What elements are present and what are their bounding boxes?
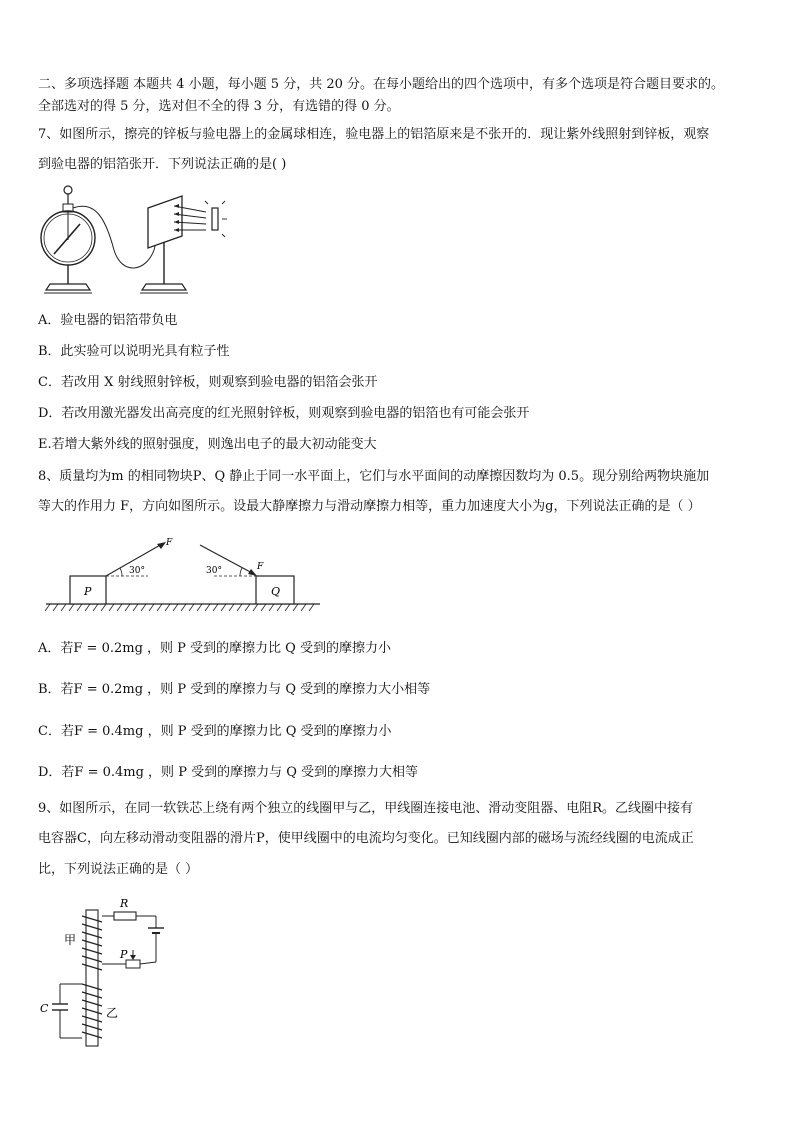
q7-option-a: A．验电器的铝箔带负电 <box>38 313 178 328</box>
q7-electroscope-figure <box>36 180 246 302</box>
section-instruction-line1: 二、多项选择题 本题共 4 小题，每小题 5 分，共 20 分。在每小题给出的四个选项中，有多个选项是符合题目要求的。 <box>38 77 725 92</box>
capacitor-label: C <box>40 1002 49 1015</box>
coil-yi-label: 乙 <box>106 1006 119 1020</box>
q7-stem-line2: 到验电器的铝箔张开．下列说法正确的是( ) <box>38 157 287 172</box>
coil-jia-label: 甲 <box>64 933 77 947</box>
force-q-label: F <box>257 562 264 572</box>
q8-blocks-figure <box>44 532 324 614</box>
angle-p-label: 30° <box>129 566 145 576</box>
q8-option-d: D．若F = 0.4mg ，则 P 受到的摩擦力与 Q 受到的摩擦力大相等 <box>38 765 418 780</box>
q7-stem-line1: 7、如图所示，擦亮的锌板与验电器上的金属球相连，验电器上的铝箔原来是不张开的．现让紫外线照射到锌板，观察 <box>38 127 710 142</box>
resistor-label: R <box>120 897 129 910</box>
slider-label: P <box>120 948 128 961</box>
q9-stem-line1: 9、如图所示，在同一软铁芯上绕有两个独立的线圈甲与乙，甲线圈连接电池、滑动变阻器、电阻R。乙线圈中接有 <box>38 801 694 816</box>
block-p-label: P <box>84 585 92 598</box>
q7-option-e: E.若增大紫外线的照射强度，则逸出电子的最大初动能变大 <box>38 437 377 452</box>
block-q-label: Q <box>271 585 281 598</box>
q9-stem-line2: 电容器C，向左移动滑动变阻器的滑片P，使甲线圈中的电流均匀变化。已知线圈内部的磁场与流经线圈的电流成正 <box>38 831 694 846</box>
q7-option-c: C．若改用 X 射线照射锌板，则观察到验电器的铝箔会张开 <box>38 375 378 390</box>
angle-q-label: 30° <box>206 566 222 576</box>
force-p-label: F <box>166 538 173 548</box>
q7-option-b: B．此实验可以说明光具有粒子性 <box>38 344 230 359</box>
q8-option-c: C．若F = 0.4mg ，则 P 受到的摩擦力比 Q 受到的摩擦力小 <box>38 724 392 739</box>
q8-option-a: A．若F = 0.2mg ，则 P 受到的摩擦力比 Q 受到的摩擦力小 <box>38 641 391 656</box>
q9-stem-line3: 比，下列说法正确的是（ ） <box>38 862 199 877</box>
q7-option-d: D．若改用激光器发出高亮度的红光照射锌板，则观察到验电器的铝箔也有可能会张开 <box>38 406 530 421</box>
section-instruction-line2: 全部选对的得 5 分，选对但不全的得 3 分，有选错的得 0 分。 <box>38 99 400 114</box>
q9-coil-circuit-figure <box>36 892 176 1052</box>
q8-stem-line2: 等大的作用力 F，方向如图所示。设最大静摩擦力与滑动摩擦力相等，重力加速度大小为g，下列说法正确的是（ ） <box>38 499 701 514</box>
q8-stem-line1: 8、质量均为m 的相同物块P、Q 静止于同一水平面上，它们与水平面间的动摩擦因数均为 0.5。现分别给两物块施加 <box>38 469 710 484</box>
q8-option-b: B．若F = 0.2mg ，则 P 受到的摩擦力与 Q 受到的摩擦力大小相等 <box>38 682 431 697</box>
